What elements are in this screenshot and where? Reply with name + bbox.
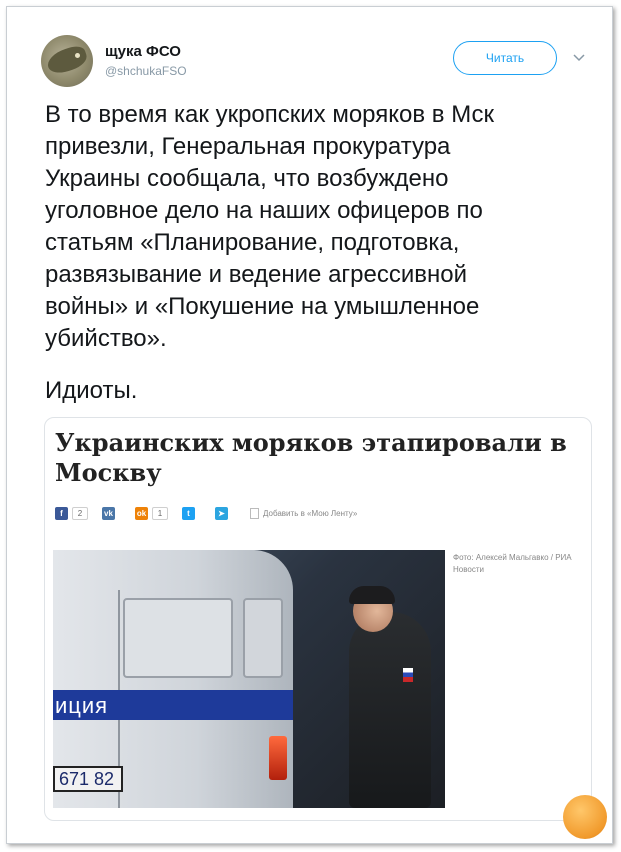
license-plate: 671 82	[53, 766, 123, 792]
twitter-icon[interactable]: t	[182, 507, 195, 520]
chevron-down-icon[interactable]	[573, 51, 585, 63]
van-window	[243, 598, 283, 678]
user-handle[interactable]: @shchukaFSO	[105, 64, 187, 78]
van-window	[123, 598, 233, 678]
vk-icon[interactable]: vk	[102, 507, 115, 520]
tweet-text-tail: Идиоты.	[45, 377, 138, 404]
avatar-image	[45, 43, 90, 76]
add-to-feed-label: Добавить в «Мою Ленту»	[263, 508, 358, 518]
avatar[interactable]	[41, 35, 93, 87]
watermark-logo	[563, 795, 607, 839]
display-name[interactable]: щука ФСО	[105, 43, 181, 60]
avatar-image-eye	[75, 53, 80, 58]
follow-button[interactable]: Читать	[453, 41, 557, 75]
flag-patch	[403, 668, 413, 682]
facebook-count: 2	[72, 507, 88, 520]
tweet-frame	[6, 6, 613, 844]
odnoklassniki-icon[interactable]: ok	[136, 508, 147, 518]
officer-figure	[349, 612, 431, 808]
facebook-icon[interactable]: f	[55, 507, 68, 520]
tweet-text: В то время как укропских моряков в Мск привезли, Генеральная прокуратура Украины сообщала, что возбуждено уголовное дело на наших офицеров по статьям «Планирование, подготовка, развязывание и ведение агрессивной войны» и «Покушение на умышленное убийство».	[45, 101, 494, 352]
share-bar	[55, 504, 357, 522]
bookmark-icon	[250, 508, 259, 519]
van-tail-light	[269, 736, 287, 780]
link-card[interactable]	[44, 417, 592, 821]
add-to-feed-link[interactable]	[250, 508, 357, 519]
odnoklassniki-count: 1	[152, 507, 168, 520]
article-photo[interactable]	[53, 550, 445, 808]
article-title[interactable]: Украинских моряков этапировали в Москву	[55, 428, 567, 487]
van-lettering: иция	[55, 693, 109, 718]
officer-cap	[349, 586, 395, 604]
photo-credit: Фото: Алексей Мальгавко / РИА Новости	[453, 553, 572, 574]
telegram-icon[interactable]: ➤	[215, 507, 228, 520]
